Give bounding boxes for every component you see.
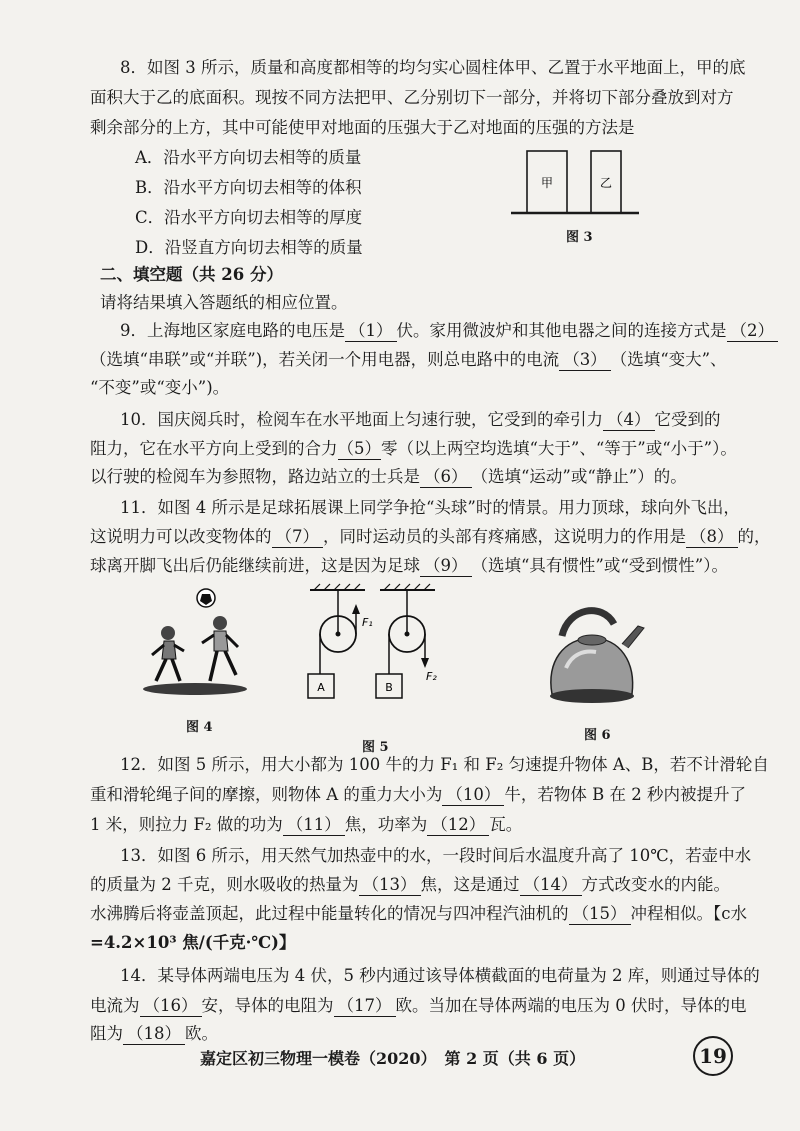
q12-line-1: 12．如图 5 所示，用大小都为 100 牛的力 F₁ 和 F₂ 匀速提升物体 A、B，若不计滑轮自 [120,755,769,774]
q11-text: （选填“具有惯性”或“受到惯性”）。 [471,556,728,575]
figure-5-pulleys [300,582,445,712]
blank-1[interactable]: （1） [345,321,397,342]
q11-line-3 [90,556,740,577]
q14-text: 安，导体的电阻为 [201,996,334,1015]
q11-text: 的， [737,527,771,546]
q10-text: 它受到的 [654,410,721,429]
grass-patch [143,683,247,695]
q14-text: 阻为 [90,1024,123,1043]
force-f1-label: F₁ [362,616,373,629]
q14-text: 欧。当加在导体两端的电压为 0 伏时，导体的电 [395,996,747,1015]
q8-line-3: 剩余部分的上方，其中可能使甲对地面的压强大于乙对地面的压强的方法是 [90,118,635,137]
q12-text: 1 米，则拉力 F₂ 做的功为 [90,815,283,834]
q12-text: 焦，功率为 [344,815,428,834]
q8-option-a: A．沿水平方向切去相等的质量 [135,148,362,167]
blank-5[interactable]: （5） [337,439,381,458]
q11-text: 这说明力可以改变物体的 [90,527,272,546]
q9-line-1 [120,321,774,342]
label-yi: 乙 [599,176,613,190]
q11-line-2 [90,527,771,548]
q11-text: 球离开脚飞出后仍能继续前进，这是因为足球 [90,556,420,575]
q12-line-2 [90,785,747,806]
q10-text: 以行驶的检阅车为参照物，路边站立的士兵是 [90,467,420,486]
blank-17[interactable]: （17） [334,996,396,1017]
section-2-title: 二、填空题（共 26 分） [100,265,283,284]
q12-text: 瓦。 [489,815,523,834]
q10-text: 零（以上两空均选填“大于”、“等于”或“小于”）。 [381,439,737,458]
blank-8[interactable]: （8） [686,527,738,548]
blank-11[interactable]: （11） [283,815,345,836]
q8-option-d: D．沿竖直方向切去相等的质量 [135,238,363,257]
figure-6-caption: 图 6 [584,728,611,743]
figure-3-caption: 图 3 [566,230,593,245]
q14-line-1: 14．某导体两端电压为 4 伏，5 秒内通过该导体横截面的电荷量为 2 库，则通过导体的 [120,966,760,985]
q10-text: 10．国庆阅兵时，检阅车在水平地面上匀速行驶，它受到的牵引力 [120,410,603,429]
q8-line-2: 面积大于乙的底面积。现按不同方法把甲、乙分别切下一部分，并将切下部分叠放到对方 [90,88,734,107]
q13-text: 的质量为 2 千克，则水吸收的热量为 [90,875,359,894]
q13-text: 方式改变水的内能。 [581,875,730,894]
kettle-spout [622,626,644,648]
q9-text: 伏。家用微波炉和其他电器之间的连接方式是 [396,321,727,340]
q13-line-2 [90,875,740,896]
q10-text: 阻力，它在水平方向上受到的合力 [90,439,338,458]
blank-3[interactable]: （3） [559,350,611,371]
q12-text: 重和滑轮绳子间的摩擦，则物体 A 的重力大小为 [90,785,443,804]
label-jia: 甲 [540,176,554,190]
q12-line-3 [90,815,740,836]
figure-3 [505,145,645,220]
blank-2[interactable]: （2） [727,321,779,342]
force-f2-label: F₂ [426,670,437,683]
blank-18[interactable]: （18） [123,1024,185,1045]
blank-13[interactable]: （13） [359,875,421,896]
q14-line-2 [90,996,747,1017]
player-left-body [162,641,176,659]
blank-4[interactable]: （4） [603,410,655,431]
q12-text: 牛，若物体 B 在 2 秒内被提升了 [504,785,747,804]
blank-12[interactable]: （12） [427,815,489,836]
block-b-label: B [385,681,393,694]
q13-line-1: 13．如图 6 所示，用天然气加热壶中的水，一段时间后水温度升高了 10℃，若壶中水 [120,846,752,865]
q8-line-1: 8．如图 3 所示，质量和高度都相等的均匀实心圆柱体甲、乙置于水平地面上，甲的底 [120,58,746,77]
q13-text: 冲程相似。【c水 [630,904,747,923]
figure-4-caption: 图 4 [186,720,213,735]
q10-line-1 [120,410,770,431]
blank-14[interactable]: （14） [520,875,582,896]
figure-5-caption: 图 5 [362,740,389,755]
blank-16[interactable]: （16） [140,996,202,1017]
player-left-head [161,626,175,640]
q8-option-c: C．沿水平方向切去相等的厚度 [135,208,363,227]
q9-text: （选填“变大”、 [610,350,727,369]
kettle-base [550,689,634,703]
q10-line-2 [90,439,740,460]
q11-text: ，同时运动员的头部有疼痛感，这说明力的作用是 [323,527,686,546]
q10-line-3 [90,467,740,488]
page-number-badge: 19 [693,1036,733,1076]
blank-10[interactable]: （10） [442,785,504,806]
kettle-handle [562,611,614,636]
figure-4-soccer-image [140,585,250,700]
section-2-instruction: 请将结果填入答题纸的相应位置。 [100,293,348,312]
blank-9[interactable]: （9） [420,556,472,577]
q13-line-3 [90,904,747,925]
q10-text: （选填“运动”或“静止”）的。 [471,467,687,486]
q14-text: 欧。 [185,1024,218,1043]
q14-line-3 [90,1024,740,1045]
player-right-head [213,616,227,630]
kettle-body [551,638,633,694]
blank-15[interactable]: （15） [569,904,631,925]
q13-line-4: =4.2×10³ 焦/(千克·℃)】 [90,933,296,952]
figure-6-kettle-image [540,598,650,708]
q11-line-1: 11．如图 4 所示是足球拓展课上同学争抢“头球”时的情景。用力顶球，球向外飞出， [120,498,740,517]
q13-text: 水沸腾后将壶盖顶起，此过程中能量转化的情况与四冲程汽油机的 [90,904,569,923]
blank-7[interactable]: （7） [272,527,324,548]
q9-line-3: “不变”或“变小”)。 [90,378,230,397]
q14-text: 电流为 [90,996,140,1015]
q9-text: 9．上海地区家庭电路的电压是 [120,321,345,340]
q13-text: 焦，这是通过 [420,875,520,894]
page-footer: 嘉定区初三物理一模卷（2020） 第 2 页（共 6 页） [200,1049,586,1068]
q9-text: （选填“串联”或“并联”)，若关闭一个用电器，则总电路中的电流 [90,350,560,369]
block-a-label: A [317,681,325,694]
player-right-body [214,631,228,651]
q8-option-b: B．沿水平方向切去相等的体积 [135,178,362,197]
q9-line-2 [90,350,740,371]
blank-6[interactable]: （6） [420,467,472,488]
